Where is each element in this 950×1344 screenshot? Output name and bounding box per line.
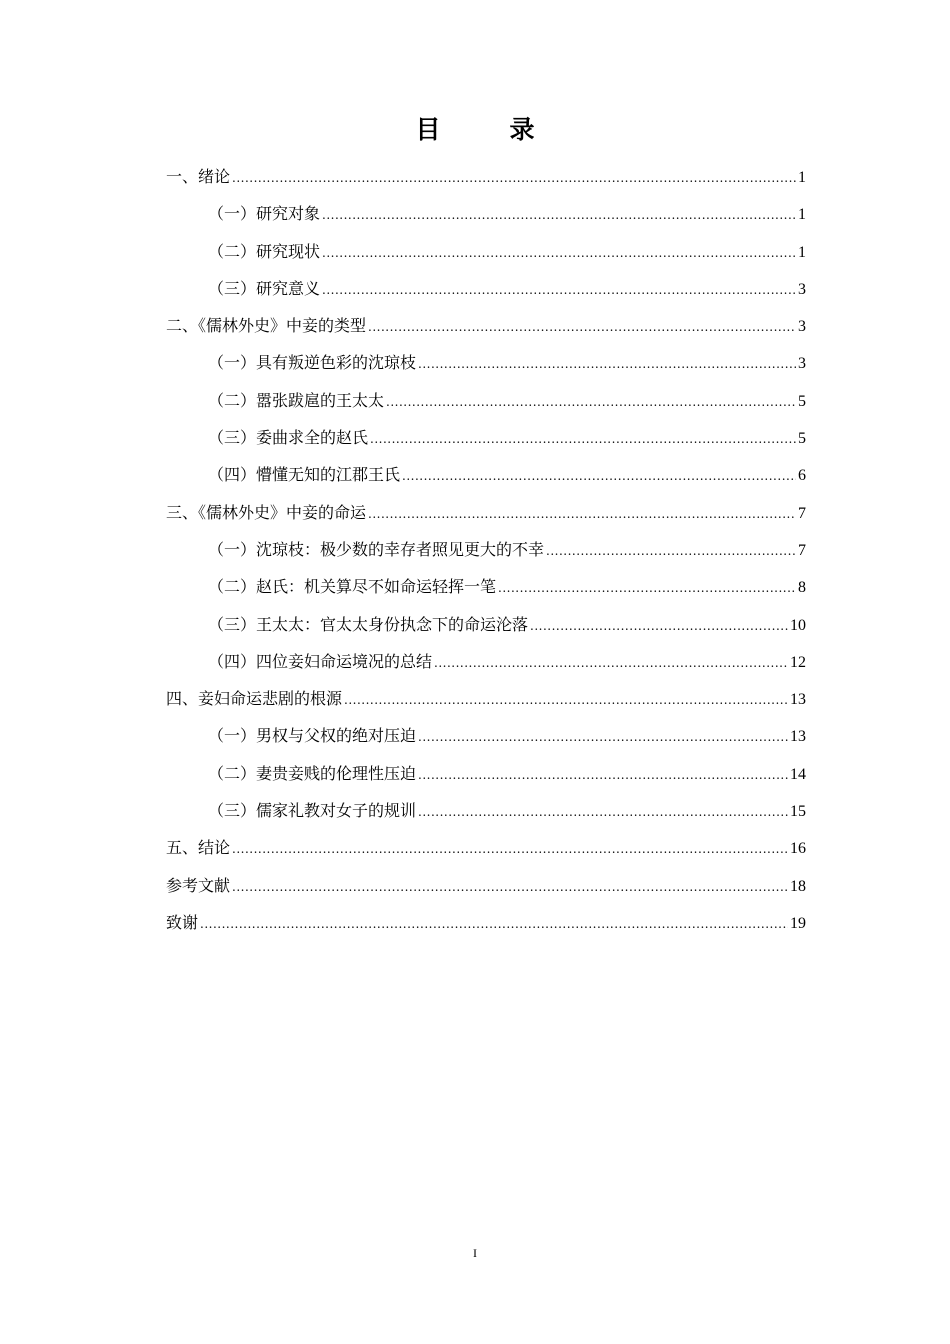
- toc-entry-title: （四）四位妾妇命运境况的总结: [208, 651, 433, 671]
- toc-page-number: 7: [798, 541, 806, 559]
- toc-page-number: 13: [790, 691, 806, 709]
- toc-page-number: 14: [790, 765, 806, 783]
- toc-page-number: 5: [798, 430, 806, 448]
- toc-entry-title: （二）赵氏：机关算尽不如命运轻挥一笔: [208, 577, 497, 597]
- toc-page-number: 5: [798, 392, 806, 410]
- toc-entry[interactable]: [166, 382, 806, 419]
- toc-entry-title: 致谢: [166, 912, 199, 932]
- toc-entry[interactable]: [166, 680, 806, 717]
- toc-entry[interactable]: [166, 717, 806, 754]
- toc-dot-leader: [498, 570, 796, 607]
- toc-dot-leader: [368, 496, 796, 533]
- toc-entry-title: 参考文献: [166, 875, 231, 895]
- toc-dot-leader: [546, 533, 796, 570]
- toc-page-number: 19: [790, 914, 806, 932]
- toc-entry-title: 四、妾妇命运悲剧的根源: [166, 689, 343, 709]
- toc-page-number: 6: [798, 467, 806, 485]
- toc-dot-leader: [344, 682, 788, 719]
- toc-entry[interactable]: [166, 568, 806, 605]
- toc-dot-leader: [368, 309, 796, 346]
- toc-entry[interactable]: [166, 419, 806, 456]
- toc-entry-title: （三）王太太：官太太身份执念下的命运沦落: [208, 614, 529, 634]
- toc-entry[interactable]: [166, 792, 806, 829]
- toc-page-number: 7: [798, 504, 806, 522]
- toc-dot-leader: [418, 794, 788, 831]
- toc-dot-leader: [232, 869, 788, 906]
- toc-dot-leader: [418, 346, 796, 383]
- toc-entry-title: （二）研究现状: [208, 241, 321, 261]
- toc-entry[interactable]: [166, 829, 806, 866]
- toc-dot-leader: [200, 906, 788, 943]
- toc-entry-title: （三）委曲求全的赵氏: [208, 428, 369, 448]
- toc-entry-title: （二）嚣张跋扈的王太太: [208, 390, 385, 410]
- toc-page-number: 18: [790, 877, 806, 895]
- toc-dot-leader: [370, 421, 796, 458]
- toc-entry-title: （一）具有叛逆色彩的沈琼枝: [208, 353, 417, 373]
- toc-page-number: 1: [798, 169, 806, 186]
- toc-entry-title: （二）妻贵妾贱的伦理性压迫: [208, 763, 417, 783]
- toc-entry[interactable]: [166, 531, 806, 568]
- toc-entry[interactable]: [166, 233, 806, 270]
- toc-dot-leader: [418, 719, 788, 756]
- toc-dot-leader: [322, 197, 796, 234]
- toc-entry[interactable]: [166, 904, 806, 941]
- toc-dot-leader: [418, 757, 788, 794]
- toc-entry-title: （三）儒家礼教对女子的规训: [208, 801, 417, 821]
- toc-entry-title: 一、绪论: [166, 167, 231, 186]
- toc-entry[interactable]: [166, 755, 806, 792]
- toc-page-number: 13: [790, 728, 806, 746]
- toc-entry[interactable]: [166, 307, 806, 344]
- toc-entry-title: （一）男权与父权的绝对压迫: [208, 726, 417, 746]
- toc-page-number: 3: [798, 280, 806, 298]
- page-title: 目 录: [415, 115, 557, 144]
- toc-entry[interactable]: [166, 456, 806, 493]
- toc-entry[interactable]: [166, 867, 806, 904]
- toc-entry[interactable]: [166, 158, 806, 195]
- toc-page-number: 12: [790, 653, 806, 671]
- toc-page-number: 15: [790, 803, 806, 821]
- toc-entry[interactable]: [166, 606, 806, 643]
- toc-entry-title: （三）研究意义: [208, 278, 321, 298]
- toc-entry[interactable]: [166, 270, 806, 307]
- page-number-footer: I: [473, 1246, 477, 1260]
- toc-page-number: 3: [798, 318, 806, 336]
- toc-page-number: 1: [798, 243, 806, 261]
- toc-dot-leader: [434, 645, 788, 682]
- toc-entry-title: 三、《儒林外史》中妾的命运: [166, 502, 367, 522]
- toc-entry[interactable]: [166, 494, 806, 531]
- toc-entry-title: （一）研究对象: [208, 204, 321, 224]
- toc-page-number: 3: [798, 355, 806, 373]
- toc-entry[interactable]: [166, 195, 806, 232]
- toc-dot-leader: [402, 458, 796, 495]
- table-of-contents: [166, 158, 806, 941]
- toc-page-number: 8: [798, 579, 806, 597]
- toc-dot-leader: [530, 608, 788, 645]
- toc-dot-leader: [386, 384, 796, 421]
- toc-dot-leader: [232, 160, 796, 197]
- toc-dot-leader: [322, 235, 796, 272]
- toc-dot-leader: [322, 272, 796, 309]
- toc-entry[interactable]: [166, 344, 806, 381]
- toc-page-number: 16: [790, 840, 806, 858]
- toc-entry-title: 五、结论: [166, 838, 231, 858]
- toc-page-number: 10: [790, 616, 806, 634]
- toc-entry-title: （一）沈琼枝：极少数的幸存者照见更大的不幸: [208, 539, 545, 559]
- toc-dot-leader: [232, 831, 788, 868]
- toc-page-number: 1: [798, 206, 806, 224]
- toc-entry-title: 二、《儒林外史》中妾的类型: [166, 316, 367, 336]
- toc-entry-title: （四）懵懂无知的江郡王氏: [208, 465, 401, 485]
- toc-entry[interactable]: [166, 643, 806, 680]
